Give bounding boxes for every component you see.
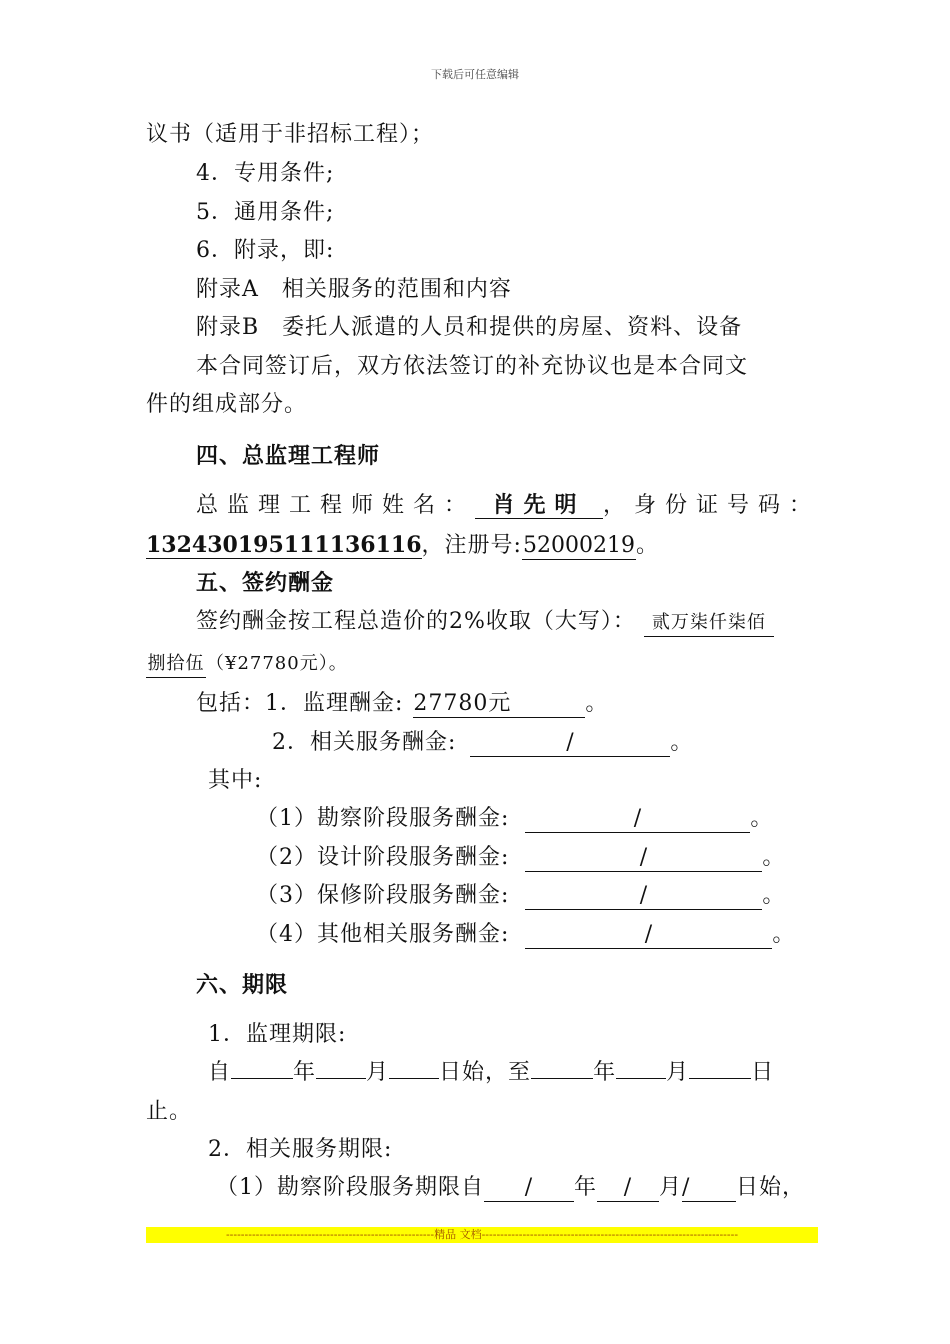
related-fee-value: / bbox=[470, 730, 670, 757]
sub-fee-value: / bbox=[525, 883, 762, 910]
from-label: 自 bbox=[208, 1060, 232, 1085]
period: 。 bbox=[762, 883, 786, 908]
period: 。 bbox=[750, 806, 774, 831]
footer-bar: --------------------------------------------------------精品 文档--------------------------------------------------------------------- bbox=[146, 1227, 818, 1243]
sub-fee-2 bbox=[256, 843, 785, 873]
sub-fee-value: / bbox=[525, 806, 750, 833]
term-dates bbox=[208, 1058, 774, 1088]
reg-label: ，注册号: bbox=[421, 533, 522, 558]
reg-value: 52000219 bbox=[522, 533, 635, 558]
related-fee-line bbox=[272, 728, 693, 758]
amount-words: 贰万柒仟柒佰 bbox=[644, 610, 774, 637]
term-2: 2．相关服务期限: bbox=[208, 1137, 393, 1162]
day-start-label: 日始，至 bbox=[439, 1060, 532, 1085]
supervision-fee: 27780元 bbox=[413, 691, 585, 718]
blank: / bbox=[682, 1175, 736, 1202]
blank bbox=[616, 1078, 666, 1079]
month-label: 月 bbox=[366, 1060, 390, 1085]
id-label: ，身份证号码： bbox=[603, 493, 821, 518]
sub-fee-3 bbox=[256, 881, 785, 911]
period: 。 bbox=[762, 845, 786, 870]
sub-fee-4 bbox=[256, 920, 795, 950]
year-label: 年 bbox=[593, 1060, 617, 1085]
year-label: 年 bbox=[293, 1060, 317, 1085]
list-item: 4．专用条件; bbox=[196, 161, 335, 186]
list-item: 5．通用条件; bbox=[196, 200, 335, 225]
period: 。 bbox=[635, 533, 659, 558]
text-line: 件的组成部分。 bbox=[146, 392, 308, 417]
blank bbox=[689, 1078, 751, 1079]
survey-term bbox=[216, 1173, 805, 1203]
survey-label: （1）勘察阶段服务期限自 bbox=[216, 1175, 484, 1200]
sub-fee-1 bbox=[256, 804, 773, 834]
month-label: 月 bbox=[666, 1060, 690, 1085]
blank bbox=[389, 1078, 439, 1079]
section-heading: 六、期限 bbox=[196, 972, 289, 998]
section-heading: 五、签约酬金 bbox=[196, 570, 335, 596]
text-line: 议书（适用于非招标工程）； bbox=[146, 122, 435, 147]
blank bbox=[531, 1078, 593, 1079]
text-line: 本合同签订后，双方依法签订的补充协议也是本合同文 bbox=[196, 354, 749, 379]
appendix-b: 附录B 委托人派遣的人员和提供的房屋、资料、设备 bbox=[196, 315, 743, 340]
include-line bbox=[196, 689, 608, 719]
sub-fee-label: （2）设计阶段服务酬金: bbox=[256, 845, 510, 870]
name-value: 肖先明 bbox=[475, 492, 603, 519]
id-line bbox=[146, 530, 659, 561]
sub-fee-label: （3）保修阶段服务酬金: bbox=[256, 883, 510, 908]
page-header: 下载后可任意编辑 bbox=[431, 68, 519, 81]
period: 。 bbox=[772, 922, 796, 947]
period: 。 bbox=[670, 730, 694, 755]
sub-fee-value: / bbox=[525, 845, 762, 872]
list-item: 6．附录，即: bbox=[196, 238, 335, 263]
id-value: 132430195111136116 bbox=[146, 532, 422, 558]
blank bbox=[316, 1078, 366, 1079]
blank: / bbox=[484, 1175, 574, 1202]
sub-fee-label: （4）其他相关服务酬金: bbox=[256, 922, 510, 947]
fee-line bbox=[196, 607, 774, 637]
day-label: 日 bbox=[751, 1060, 775, 1085]
blank: / bbox=[597, 1175, 659, 1202]
fee-line-2 bbox=[146, 648, 348, 679]
section-heading: 四、总监理工程师 bbox=[196, 443, 381, 469]
appendix-a: 附录A 相关服务的范围和内容 bbox=[196, 277, 512, 302]
month-label: 月 bbox=[659, 1175, 683, 1200]
stop-text: 止。 bbox=[146, 1099, 193, 1124]
sub-fee-label: （1）勘察阶段服务酬金: bbox=[256, 806, 510, 831]
amount-words-cont: 捌拾伍 bbox=[146, 651, 206, 678]
related-label: 2．相关服务酬金: bbox=[272, 730, 457, 755]
chief-engineer-line bbox=[196, 491, 820, 521]
day-begin-label: 日始， bbox=[736, 1175, 806, 1200]
blank bbox=[231, 1078, 293, 1079]
term-1: 1．监理期限: bbox=[208, 1022, 347, 1047]
name-label: 总监理工程师姓名： bbox=[196, 493, 476, 518]
amount-figure: （¥27780元）。 bbox=[206, 653, 348, 674]
fee-prefix: 签约酬金按工程总造价的2%收取（大写）： bbox=[196, 609, 636, 634]
year-label: 年 bbox=[574, 1175, 598, 1200]
period: 。 bbox=[585, 691, 609, 716]
among-label: 其中: bbox=[208, 768, 263, 793]
include-label: 包括：1．监理酬金: bbox=[196, 691, 404, 716]
sub-fee-value: / bbox=[525, 922, 772, 949]
